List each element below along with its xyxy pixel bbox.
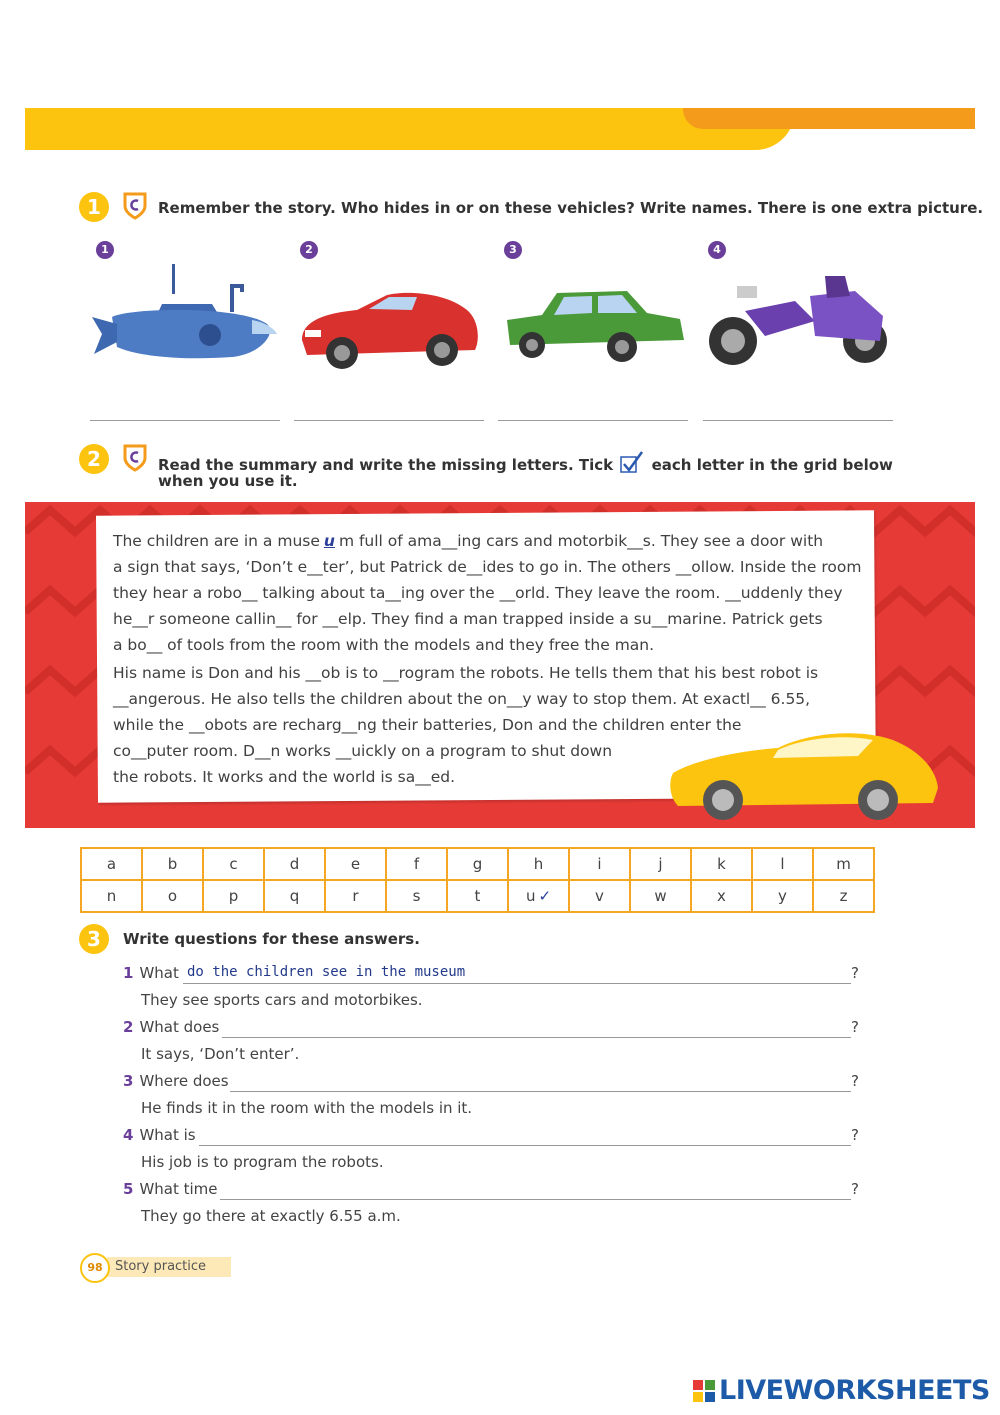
letter-cell-z[interactable]: z bbox=[813, 880, 874, 912]
letter-cell-b[interactable]: b bbox=[142, 848, 203, 880]
question-mark: ? bbox=[851, 964, 859, 982]
question-prompt: What is bbox=[139, 1126, 196, 1144]
question-number: 2 bbox=[123, 1018, 134, 1036]
exercise-3-number: 3 bbox=[79, 924, 109, 954]
summary-text-part: m full of ama__ing cars and motorbik__s. They see a door with bbox=[338, 532, 824, 550]
instruction-text-cont: each letter in the grid below bbox=[651, 456, 893, 474]
summary-line-7[interactable]: __angerous. He also tells the children about the on__y way to stop them. At exactl__ 6.55, bbox=[113, 690, 811, 708]
question-5 bbox=[123, 1180, 218, 1198]
tick-box-icon bbox=[620, 451, 644, 475]
red-car-picture bbox=[297, 285, 482, 375]
letter-cell-x[interactable]: x bbox=[691, 880, 752, 912]
question-number: 3 bbox=[123, 1072, 134, 1090]
question-1-handwritten-answer[interactable]: do the children see in the museum bbox=[187, 964, 466, 980]
answer-line-2[interactable] bbox=[294, 420, 484, 421]
letter-cell-p[interactable]: p bbox=[203, 880, 264, 912]
header-band-accent bbox=[683, 108, 975, 129]
liveworksheets-logo-icon bbox=[693, 1380, 715, 1402]
letter-cell-c[interactable]: c bbox=[203, 848, 264, 880]
answer-line-4[interactable] bbox=[703, 420, 893, 421]
shield-icon bbox=[123, 192, 147, 220]
letter-cell-q[interactable]: q bbox=[264, 880, 325, 912]
letter-cell-g[interactable]: g bbox=[447, 848, 508, 880]
question-2-line[interactable] bbox=[222, 1037, 851, 1038]
summary-line-9[interactable]: co__puter room. D__n works __uickly on a program to shut down bbox=[113, 742, 613, 760]
instruction-text: Read the summary and write the missing letters. Tick bbox=[158, 456, 614, 474]
letter-cell-m[interactable]: m bbox=[813, 848, 874, 880]
summary-line-2[interactable]: a sign that says, ‘Don’t e__ter’, but Patrick de__ides to go in. The others __ollow. Inside the room bbox=[113, 558, 862, 576]
question-mark: ? bbox=[851, 1072, 859, 1090]
letter-cell-w[interactable]: w bbox=[630, 880, 691, 912]
motorbike-picture bbox=[705, 276, 890, 371]
question-4-line[interactable] bbox=[199, 1145, 851, 1146]
answer-3: He finds it in the room with the models in it. bbox=[141, 1099, 473, 1117]
summary-line-4[interactable]: he__r someone callin__ for __elp. They find a man trapped inside a su__marine. Patrick gets bbox=[113, 610, 823, 628]
summary-line-3[interactable]: they hear a robo__ talking about ta__ing over the __orld. They leave the room. __uddenly they bbox=[113, 584, 843, 602]
exercise-3-instruction: Write questions for these answers. bbox=[123, 930, 420, 948]
exercise-2-number: 2 bbox=[79, 444, 109, 474]
picture-1-number: 1 bbox=[96, 241, 114, 259]
letter-cell-h[interactable]: h bbox=[508, 848, 569, 880]
question-number: 5 bbox=[123, 1180, 134, 1198]
submarine-picture bbox=[92, 262, 282, 367]
letter-cell-d[interactable]: d bbox=[264, 848, 325, 880]
shield-icon bbox=[123, 444, 147, 472]
question-2 bbox=[123, 1018, 219, 1036]
letter-cell-j[interactable]: j bbox=[630, 848, 691, 880]
question-number: 1 bbox=[123, 964, 134, 982]
summary-line-10[interactable]: the robots. It works and the world is sa__ed. bbox=[113, 768, 456, 786]
letter-cell-r[interactable]: r bbox=[325, 880, 386, 912]
exercise-2-instruction-line-2: when you use it. bbox=[158, 472, 298, 490]
letter-grid bbox=[80, 847, 875, 913]
answer-2: It says, ‘Don’t enter’. bbox=[141, 1045, 300, 1063]
letter-grid-row-1 bbox=[81, 848, 874, 880]
picture-4-number: 4 bbox=[708, 241, 726, 259]
letter-cell-f[interactable]: f bbox=[386, 848, 447, 880]
question-1 bbox=[123, 964, 179, 982]
page-number: 98 bbox=[80, 1253, 110, 1283]
letter-cell-t[interactable]: t bbox=[447, 880, 508, 912]
letter-cell-k[interactable]: k bbox=[691, 848, 752, 880]
question-3 bbox=[123, 1072, 229, 1090]
summary-line-6[interactable]: His name is Don and his __ob is to __rogram the robots. He tells them that his best robot is bbox=[113, 664, 819, 682]
brand-name[interactable]: LIVEWORKSHEETS bbox=[719, 1375, 990, 1406]
letter-cell-v[interactable]: v bbox=[569, 880, 630, 912]
letter-cell-u[interactable] bbox=[508, 880, 569, 912]
letter-u: u bbox=[525, 887, 536, 905]
letter-cell-e[interactable]: e bbox=[325, 848, 386, 880]
question-number: 4 bbox=[123, 1126, 134, 1144]
exercise-1-instruction: Remember the story. Who hides in or on these vehicles? Write names. There is one extra picture. bbox=[158, 199, 984, 217]
answer-1: They see sports cars and motorbikes. bbox=[141, 991, 423, 1009]
answer-line-3[interactable] bbox=[498, 420, 688, 421]
question-1-line[interactable] bbox=[183, 983, 851, 984]
question-prompt: What bbox=[139, 964, 179, 982]
answer-4: His job is to program the robots. bbox=[141, 1153, 384, 1171]
letter-cell-o[interactable]: o bbox=[142, 880, 203, 912]
question-mark: ? bbox=[851, 1018, 859, 1036]
header-band bbox=[25, 108, 795, 150]
letter-cell-i[interactable]: i bbox=[569, 848, 630, 880]
letter-cell-l[interactable]: l bbox=[752, 848, 813, 880]
tick-icon: ✓ bbox=[538, 887, 552, 905]
question-prompt: What time bbox=[139, 1180, 218, 1198]
question-4 bbox=[123, 1126, 196, 1144]
picture-3-number: 3 bbox=[504, 241, 522, 259]
example-letter: u bbox=[323, 532, 335, 550]
answer-5: They go there at exactly 6.55 a.m. bbox=[141, 1207, 401, 1225]
summary-line-8[interactable]: while the __obots are recharg__ng their batteries, Don and the children enter the bbox=[113, 716, 742, 734]
letter-grid-row-2 bbox=[81, 880, 874, 912]
section-label: Story practice bbox=[107, 1257, 231, 1277]
letter-cell-n[interactable]: n bbox=[81, 880, 142, 912]
letter-cell-y[interactable]: y bbox=[752, 880, 813, 912]
summary-text-part: The children are in a muse bbox=[113, 532, 320, 550]
question-mark: ? bbox=[851, 1180, 859, 1198]
picture-2-number: 2 bbox=[300, 241, 318, 259]
question-3-line[interactable] bbox=[230, 1091, 851, 1092]
green-car-picture bbox=[502, 285, 687, 370]
letter-cell-s[interactable]: s bbox=[386, 880, 447, 912]
summary-line-5[interactable]: a bo__ of tools from the room with the models and they free the man. bbox=[113, 636, 655, 654]
exercise-1-number: 1 bbox=[79, 192, 109, 222]
answer-line-1[interactable] bbox=[90, 420, 280, 421]
question-prompt: Where does bbox=[139, 1072, 229, 1090]
summary-line-1[interactable] bbox=[113, 530, 873, 556]
question-5-line[interactable] bbox=[220, 1199, 851, 1200]
yellow-car-picture bbox=[668, 728, 943, 824]
letter-cell-a[interactable]: a bbox=[81, 848, 142, 880]
question-prompt: What does bbox=[139, 1018, 220, 1036]
question-mark: ? bbox=[851, 1126, 859, 1144]
